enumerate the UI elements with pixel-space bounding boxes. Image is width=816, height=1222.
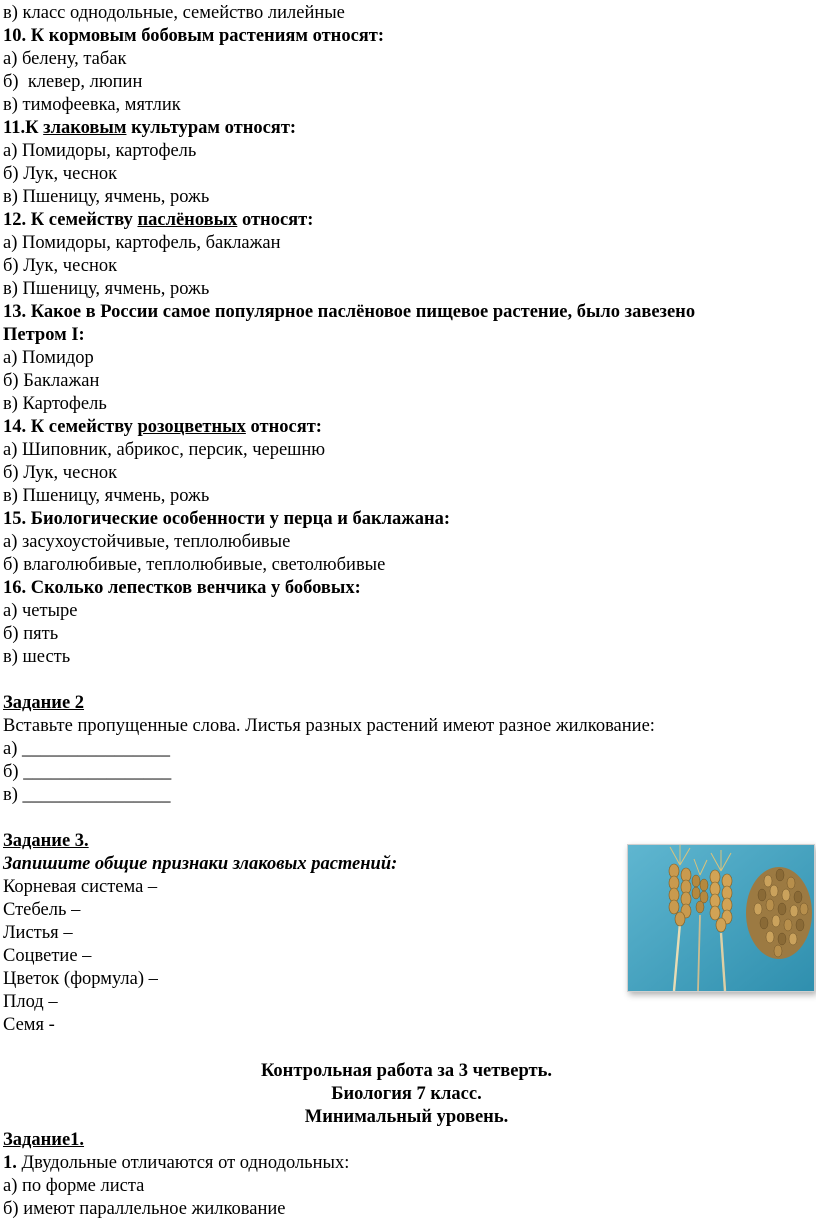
task1b-q1-text: Двудольные отличаются от однодольных: <box>16 1153 350 1173</box>
task3-item-fruit: Плод – <box>3 992 58 1012</box>
wheat-photo-graphic <box>628 845 814 991</box>
q11-option-a: а) Помидоры, картофель <box>3 141 197 161</box>
wheat-photo <box>627 844 815 992</box>
q11-title-pre: 11.К <box>3 118 44 138</box>
q12-title-post: относят: <box>237 210 314 230</box>
q13-title-line2: Петром I: <box>3 325 85 345</box>
q14-option-c: в) Пшеницу, ячмень, рожь <box>3 486 210 506</box>
q16-option-a: а) четыре <box>3 601 78 621</box>
q15-option-a: а) засухоустойчивые, теплолюбивые <box>3 532 291 552</box>
blank-line <box>3 1037 816 1060</box>
q12-option-b: б) Лук, чеснок <box>3 256 118 276</box>
task3-item-stem: Стебель – <box>3 900 81 920</box>
q9-option-c: в) класс однодольные, семейство лилейные <box>3 3 345 23</box>
task1b-q1-option-b: б) имеют параллельное жилкование <box>3 1199 286 1219</box>
q12-title-underlined: паслёновых <box>137 210 238 230</box>
task2-heading: Задание 2 <box>3 693 85 713</box>
q16-option-b: б) пять <box>3 624 59 644</box>
task1b-q1-title <box>3 1152 816 1175</box>
task3-prompt: Запишите общие признаки злаковых растений: <box>3 854 398 874</box>
task2-blank-c: в) ________________ <box>3 785 171 805</box>
q14-title-pre: 14. К семейству <box>3 417 138 437</box>
q10-title: 10. К кормовым бобовым растениям относят: <box>3 26 385 46</box>
q15-title: 15. Биологические особенности у перца и баклажана: <box>3 509 451 529</box>
q12-title-pre: 12. К семейству <box>3 210 138 230</box>
q13-title-line1: 13. Какое в России самое популярное паслёновое пищевое растение, было завезено <box>3 302 696 322</box>
task3-heading: Задание 3. <box>3 831 89 851</box>
task3-item-seed: Семя - <box>3 1015 55 1035</box>
task3-item-inflorescence: Соцветие – <box>3 946 92 966</box>
q12-option-c: в) Пшеницу, ячмень, рожь <box>3 279 210 299</box>
q11-option-c: в) Пшеницу, ячмень, рожь <box>3 187 210 207</box>
control-work-subject: Биология 7 класс. <box>331 1084 482 1104</box>
q12-title <box>3 209 816 232</box>
q11-title-post: культурам относят: <box>126 118 297 138</box>
q11-title-underlined: злаковым <box>43 118 127 138</box>
q16-title: 16. Сколько лепестков венчика у бобовых: <box>3 578 361 598</box>
q10-option-b: б) клевер, люпин <box>3 72 143 92</box>
q14-title <box>3 416 816 439</box>
q11-option-b: б) Лук, чеснок <box>3 164 118 184</box>
blank-line <box>3 669 816 692</box>
q14-title-underlined: розоцветных <box>137 417 246 437</box>
q11-title <box>3 117 816 140</box>
task1b-heading: Задание1. <box>3 1130 85 1150</box>
blank-line <box>3 807 816 830</box>
q16-option-c: в) шесть <box>3 647 71 667</box>
task2-blank-b: б) ________________ <box>3 762 172 782</box>
q13-option-b: б) Баклажан <box>3 371 100 391</box>
q13-option-c: в) Картофель <box>3 394 107 414</box>
q14-option-a: а) Шиповник, абрикос, персик, черешню <box>3 440 326 460</box>
task1b-q1-number: 1. <box>3 1153 17 1173</box>
task3-item-leaves: Листья – <box>3 923 73 943</box>
q14-title-post: относят: <box>245 417 322 437</box>
q14-option-b: б) Лук, чеснок <box>3 463 118 483</box>
task3-item-flower-formula: Цветок (формула) – <box>3 969 158 989</box>
q15-option-b: б) влаголюбивые, теплолюбивые, светолюбивые <box>3 555 386 575</box>
task2-blank-a: а) ________________ <box>3 739 170 759</box>
q13-option-a: а) Помидор <box>3 348 94 368</box>
control-work-level: Минимальный уровень. <box>304 1107 509 1127</box>
q10-option-a: а) белену, табак <box>3 49 127 69</box>
task1b-q1-option-a: а) по форме листа <box>3 1176 145 1196</box>
task2-instruction: Вставьте пропущенные слова. Листья разных растений имеют разное жилкование: <box>3 716 655 736</box>
control-work-title: Контрольная работа за 3 четверть. <box>260 1061 553 1081</box>
task3-item-root-system: Корневая система – <box>3 877 158 897</box>
q10-option-c: в) тимофеевка, мятлик <box>3 95 181 115</box>
q12-option-a: а) Помидоры, картофель, баклажан <box>3 233 281 253</box>
